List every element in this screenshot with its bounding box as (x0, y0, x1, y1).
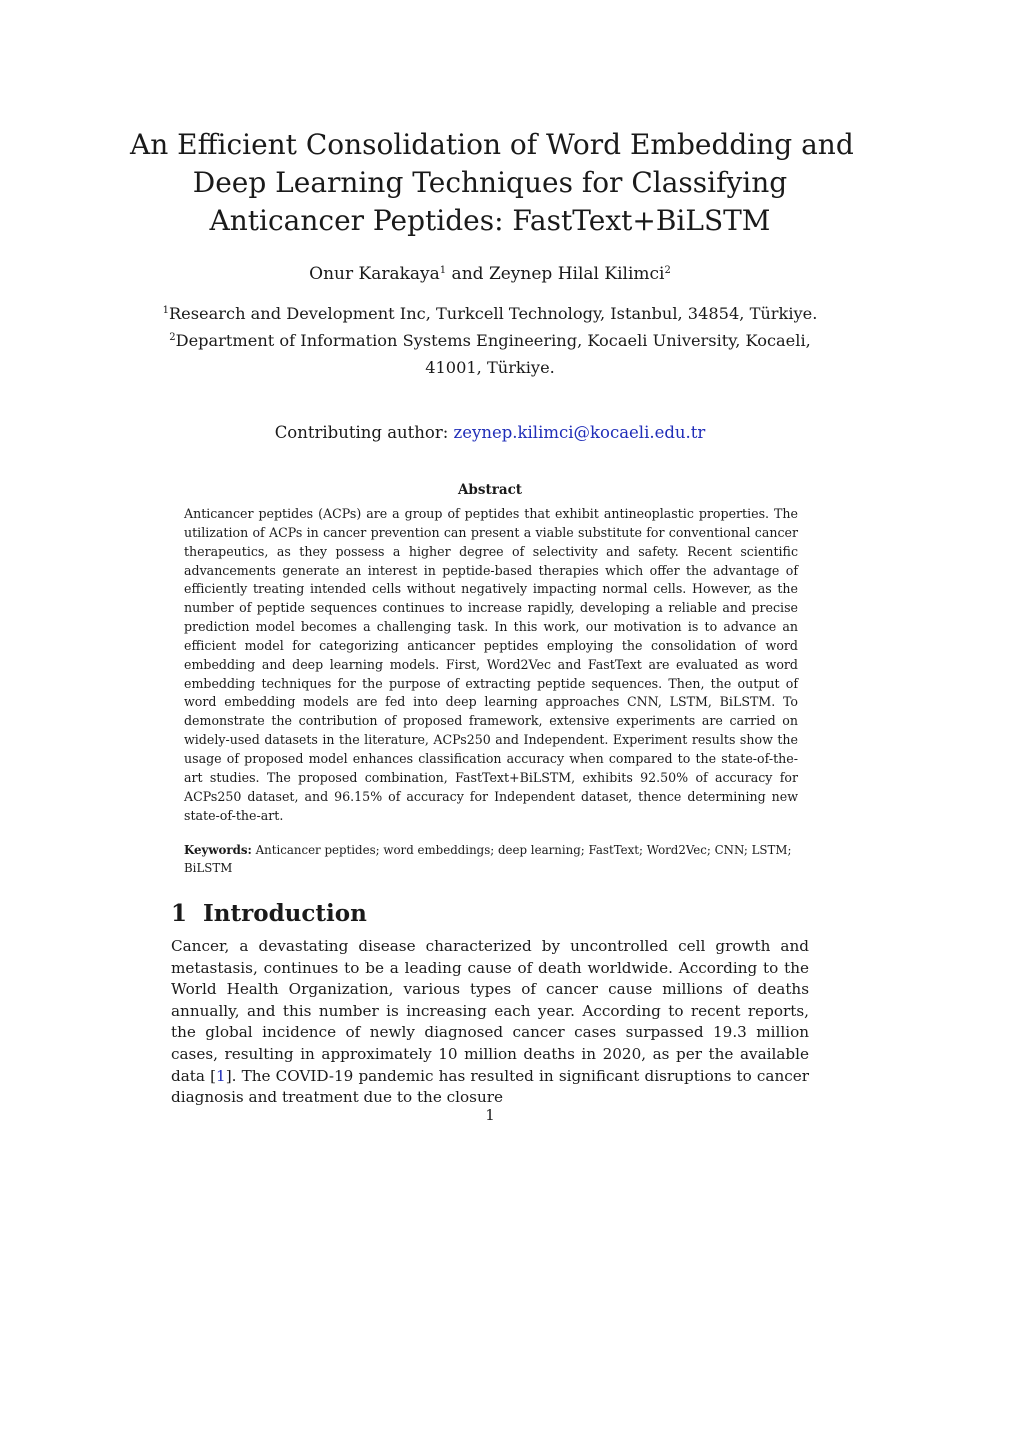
section-heading-introduction (171, 897, 367, 931)
affiliation-1 (140, 300, 840, 327)
affiliations (140, 300, 840, 381)
intro-text-continued: ]. The COVID-19 pandemic has resulted in significant disruptions to cancer diagnosis and treatment due to the closure (171, 1066, 809, 1107)
affiliation-2 (140, 327, 840, 354)
keywords-text: Anticancer peptides; word embeddings; deep learning; FastText; Word2Vec; CNN; LSTM; BiLSTM (184, 843, 792, 875)
author-name: Zeynep Hilal Kilimci (488, 264, 665, 284)
author-affiliation-mark: 2 (664, 265, 671, 276)
author-email-link[interactable]: zeynep.kilimci@kocaeli.edu.tr (453, 423, 706, 442)
title-line-2: Deep Learning Techniques for Classifying (192, 166, 788, 199)
author-affiliation-mark: 1 (439, 265, 447, 276)
section-title: Introduction (203, 900, 367, 927)
contributing-author (130, 421, 850, 445)
introduction-paragraph (171, 936, 809, 1109)
keywords (184, 841, 798, 877)
affiliation-2-continued: 41001, Türkiye. (425, 358, 555, 377)
citation-link[interactable]: 1 (216, 1066, 226, 1085)
title-line-1: An Efficient Consolidation of Word Embedding and (130, 128, 854, 161)
author-conjunction: and (446, 264, 489, 284)
affiliation-mark: 1 (162, 305, 169, 316)
affiliation-text: Department of Information Systems Engineering, Kocaeli University, Kocaeli, (175, 331, 811, 350)
section-number: 1 (171, 900, 188, 927)
affiliation-mark: 2 (169, 332, 176, 343)
abstract-heading: Abstract (457, 482, 523, 498)
contributing-author-label: Contributing author: (274, 423, 454, 442)
keywords-label: Keywords: (184, 843, 252, 857)
author-name: Onur Karakaya (309, 264, 440, 284)
abstract-text: Anticancer peptides (ACPs) are a group of peptides that exhibit antineoplastic properties. The utilization of ACPs in cancer prevention can present a viable substitute for conventional cancer therapeutics, as they possess a higher degree of selectivity and safety. Recent scientific advancements generate an interest in peptide-based therapies which offer the advantage of efficiently treating intended cells without negatively impacting normal cells. However, as the number of peptide sequences continues to increase rapidly, developing a reliable and precise prediction model becomes a challenging task. In this work, our motivation is to advance an efficient model for categorizing anticancer peptides employing the consolidation of word embedding and deep learning models. First, Word2Vec and FastText are evaluated as word embedding techniques for the purpose of extracting peptide sequences. Then, the output of word embedding models are fed into deep learning approaches CNN, LSTM, BiLSTM. To demonstrate the contribution of proposed framework, extensive experiments are carried on widely-used datasets in the literature, ACPs250 and Independent. Experiment results show the usage of proposed model enhances classification accuracy when compared to the state-of-the-art studies. The proposed combination, FastText+BiLSTM, exhibits 92.50% of accuracy for ACPs250 dataset, and 96.15% of accuracy for Independent dataset, thence determining new state-of-the-art. (184, 506, 798, 823)
author-list (130, 262, 850, 286)
paper-title (130, 126, 854, 240)
title-line-3: Anticancer Peptides: FastText+BiLSTM (209, 204, 771, 237)
page-number: 1 (485, 1106, 495, 1124)
intro-text: Cancer, a devastating disease characterized by uncontrolled cell growth and metastasis, continues to be a leading cause of death worldwide. According to the World Health Organization, various types of cancer cause millions of deaths annually, and this number is increasing each year. According to recent reports, the global incidence of newly diagnosed cancer cases surpassed 19.3 million cases, resulting in approximately 10 million deaths in 2020, as per the available data [ (171, 937, 809, 1085)
affiliation-text: Research and Development Inc, Turkcell Technology, Istanbul, 34854, Türkiye. (168, 304, 818, 323)
